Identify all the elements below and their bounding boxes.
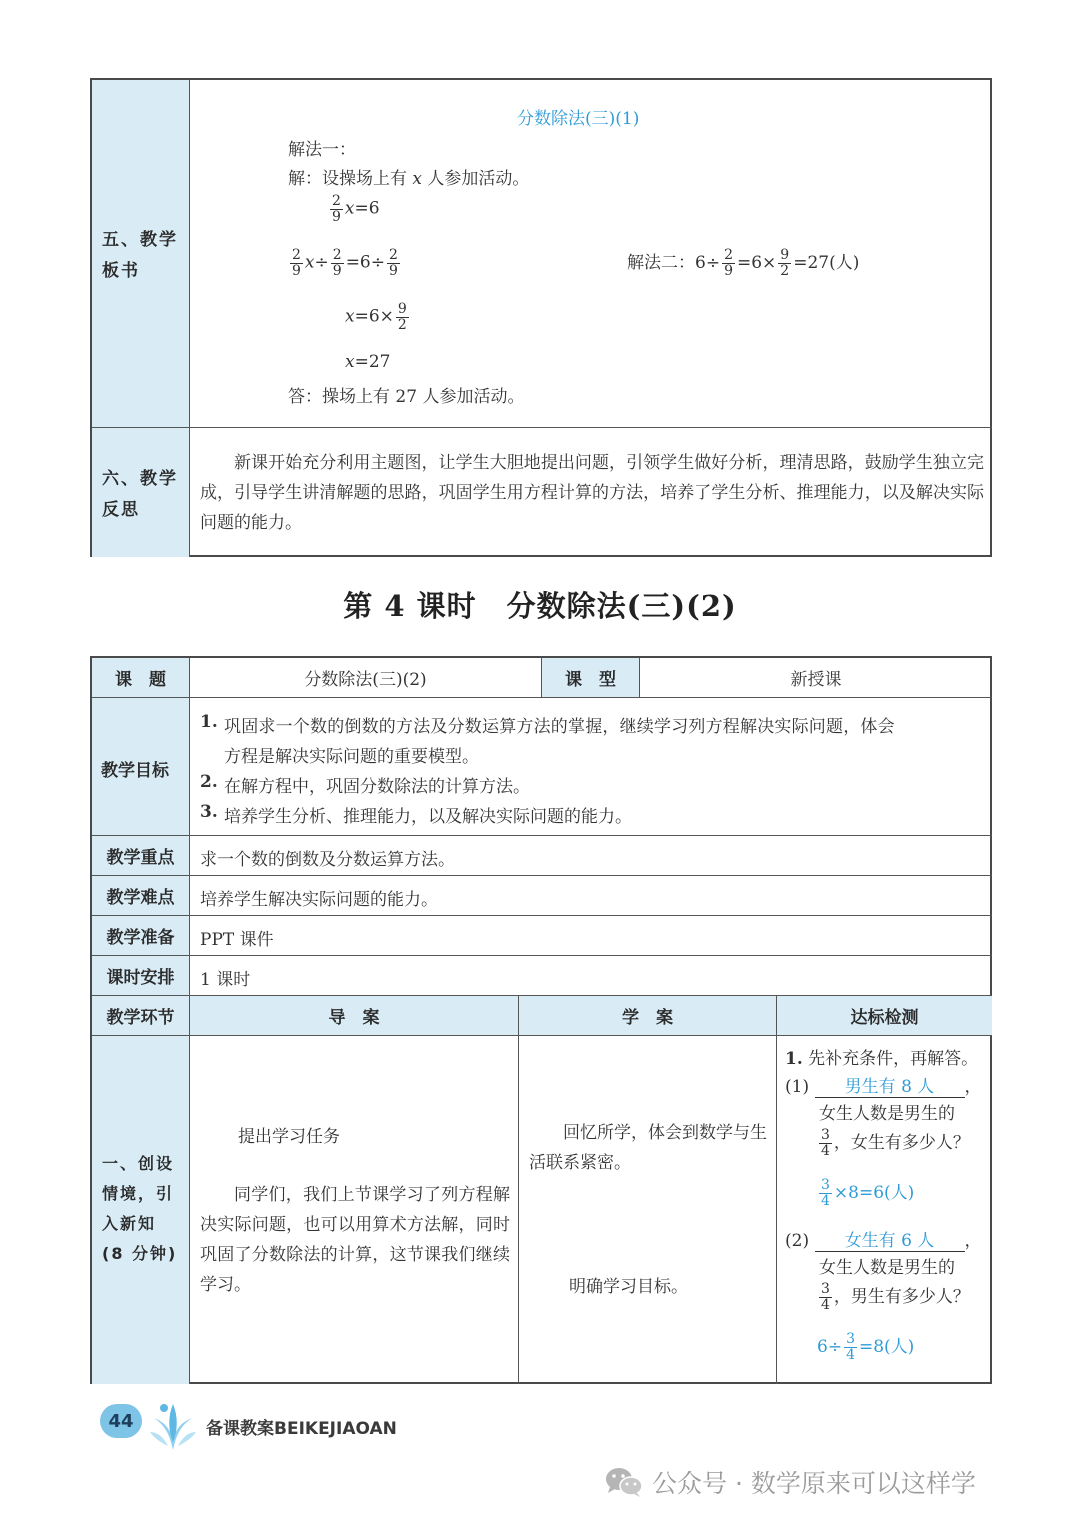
goal-1-line-b: 方程是解决实际问题的重要模型。: [224, 747, 479, 767]
board-content-cell: [190, 80, 992, 428]
time-value: 1 课时: [200, 970, 251, 990]
guide-text: 同学们，我们上节课学习了列方程解决实际问题，也可以用算术方法解，同时巩固了分数除法的计算，这节课我们继续学习。: [200, 1185, 510, 1295]
check-header: 达标检测: [777, 996, 992, 1036]
equation-2: $\frac{2}{9}$ x÷ $\frac{2}{9}$ =6÷ $\frac{2}{9}$: [292, 247, 398, 279]
fraction: $\frac{2}{9}$: [332, 193, 341, 225]
fraction: $\frac{3}{4}$: [821, 1177, 830, 1209]
study-recall: 回忆所学，体会到数学与生活联系紧密。: [529, 1123, 767, 1173]
footer-brand: 备课教案BEIKEJIAOAN: [206, 1419, 397, 1439]
difficulty-value: 培养学生解决实际问题的能力。: [200, 890, 438, 910]
check-part2: (2) 女生有 6 人 ，: [785, 1226, 982, 1252]
check-p1-ratio: 女生人数是男生的: [819, 1104, 955, 1124]
fraction: $\frac{2}{9}$: [724, 247, 733, 279]
goals-label: 教学目标: [101, 761, 169, 781]
fraction: $\frac{9}{2}$: [397, 301, 407, 333]
solution-intro: 解：设操场上有 x 人参加活动。: [288, 169, 530, 189]
type-value: 新授课: [790, 670, 842, 690]
watermark: [604, 1464, 976, 1500]
guide-header: 导 案: [190, 996, 519, 1036]
time-cell: [190, 956, 992, 996]
fraction: $\frac{3}{4}$: [821, 1127, 830, 1159]
answer-text: 答：操场上有 27 人参加活动。: [288, 387, 525, 407]
check-p2-fill: 女生有 6 人: [815, 1226, 965, 1252]
topic-label: 课 题: [92, 658, 190, 698]
goal-1-num: 1.: [200, 712, 218, 732]
goal-3-num: 3.: [200, 802, 218, 822]
reflection-cell: [190, 428, 992, 557]
lesson-title: 第 4 课时 分数除法(三)(2): [343, 589, 737, 623]
watermark-text: 公众号 · 数学原来可以这样学: [652, 1469, 976, 1498]
stage1-label: 一、创设 情境，引 入新知 (8 分钟): [102, 1154, 178, 1263]
study-goal: 明确学习目标。: [569, 1277, 688, 1297]
guide-cell: [190, 1036, 519, 1384]
reflection-label: 六、教学 反思: [102, 469, 178, 520]
method1-label: 解法一：: [288, 140, 356, 160]
type-label: 课 型: [542, 658, 640, 698]
fraction: $\frac{3}{4}$: [846, 1331, 855, 1363]
board-label: 五、教学 板书: [102, 230, 178, 281]
check-p1-fill: 男生有 8 人: [815, 1072, 965, 1098]
equation-3: x=6× $\frac{9}{2}$: [345, 301, 407, 333]
prep-cell: [190, 916, 992, 956]
wechat-icon: [604, 1465, 644, 1499]
study-header: 学 案: [519, 996, 777, 1036]
equation-1: $\frac{2}{9}$ x=6: [332, 193, 380, 225]
difficulty-cell: [190, 876, 992, 916]
stage1-label-cell: [92, 1036, 190, 1384]
key-label: 教学重点: [92, 836, 190, 876]
fraction: $\frac{2}{9}$: [389, 247, 398, 279]
check-part1: (1) 男生有 8 人 ，: [785, 1072, 982, 1098]
lesson-info-table: [90, 656, 992, 1384]
difficulty-label: 教学难点: [92, 876, 190, 916]
method2: 解法二：6÷ $\frac{2}{9}$ =6× $\frac{9}{2}$ =27(人): [627, 247, 860, 279]
stage-label: 教学环节: [92, 996, 190, 1036]
goals-cell: [190, 698, 992, 836]
prep-label: 教学准备: [92, 916, 190, 956]
board-label-cell: [92, 80, 190, 428]
goals-label-cell: [92, 698, 190, 836]
study-cell: [519, 1036, 777, 1384]
goal-1-line-a: 巩固求一个数的倒数的方法及分数运算方法的掌握，继续学习列方程解决实际问题，体会: [224, 717, 895, 737]
equation-4: x=27: [345, 352, 391, 372]
board-table: [90, 78, 992, 557]
goal-2: 在解方程中，巩固分数除法的计算方法。: [224, 777, 530, 797]
goal-3: 培养学生分析、推理能力，以及解决实际问题的能力。: [224, 807, 632, 827]
check-cell: [777, 1036, 992, 1384]
topic-value: 分数除法(三)(2): [304, 670, 427, 690]
check-p1-ask: $\frac{3}{4}$ ，女生有多少人？: [821, 1127, 970, 1159]
page-number: 44: [100, 1404, 142, 1438]
time-label: 课时安排: [92, 956, 190, 996]
fraction: $\frac{2}{9}$: [292, 247, 301, 279]
check-question: 1. 先补充条件，再解答。: [785, 1049, 979, 1069]
check-p2-ask: $\frac{3}{4}$ ，男生有多少人？: [821, 1281, 970, 1313]
guide-task: 提出学习任务: [238, 1127, 340, 1147]
type-value-cell: [640, 658, 992, 698]
topic-value-cell: [190, 658, 542, 698]
key-value: 求一个数的倒数及分数运算方法。: [200, 850, 455, 870]
reflection-text: 新课开始充分利用主题图，让学生大胆地提出问题，引领学生做好分析，理清思路，鼓励学生独立完成，引导学生讲清解题的思路，巩固学生用方程计算的方法，培养了学生分析、推理能力，以及解决实际问题的能力。: [200, 453, 984, 533]
fraction: $\frac{2}{9}$: [332, 247, 342, 279]
reflection-label-cell: [92, 428, 190, 557]
board-title: 分数除法(三)(1): [517, 109, 640, 129]
fraction: $\frac{3}{4}$: [821, 1281, 830, 1313]
key-cell: [190, 836, 992, 876]
check-p2-ratio: 女生人数是男生的: [819, 1258, 955, 1278]
check-p2-calc: 6÷ $\frac{3}{4}$ =8(人): [817, 1331, 915, 1363]
goal-2-num: 2.: [200, 772, 218, 792]
fraction: $\frac{9}{2}$: [780, 247, 790, 279]
leaf-logo-icon: [146, 1396, 200, 1452]
check-p1-calc: $\frac{3}{4}$ ×8=6(人): [821, 1177, 915, 1209]
prep-value: PPT 课件: [200, 930, 274, 950]
